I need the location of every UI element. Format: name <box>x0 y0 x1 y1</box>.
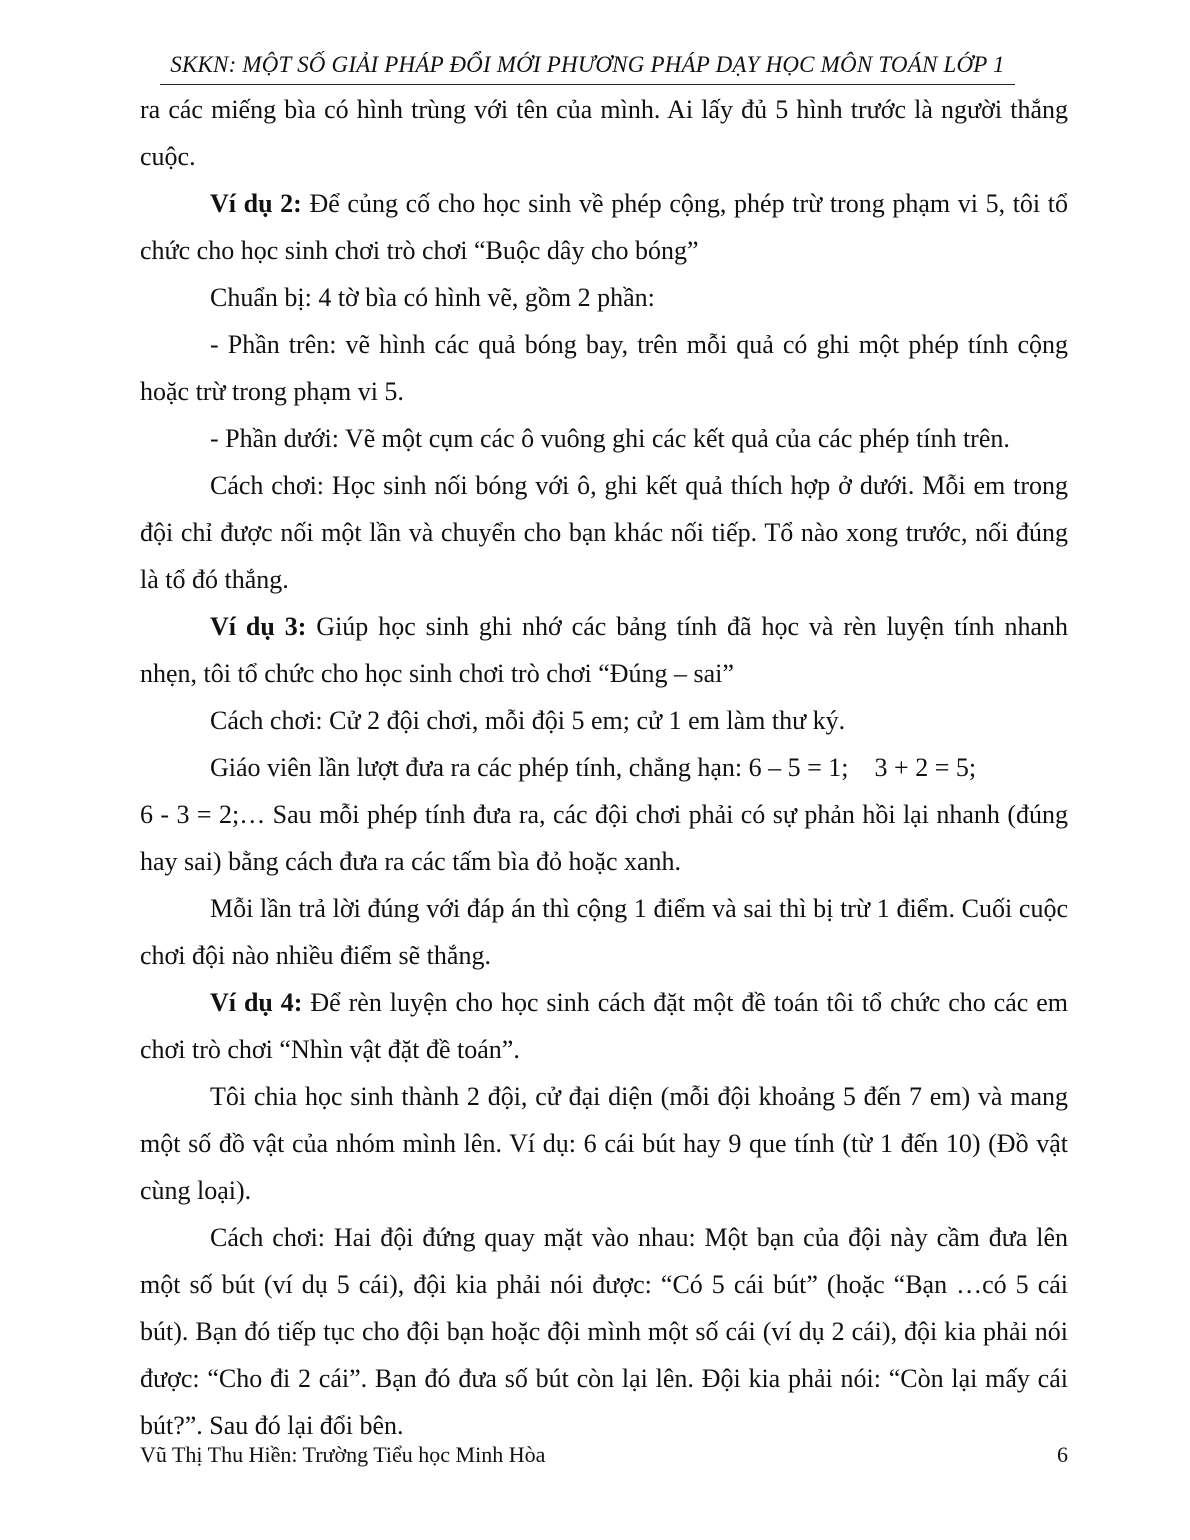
example-3-label: Ví dụ 3: <box>210 612 307 641</box>
paragraph-top-part: - Phần trên: vẽ hình các quả bóng bay, trên mỗi quả có ghi một phép tính cộng hoặc trừ trong phạm vi 5. <box>140 330 1068 406</box>
paragraph-teams: Tôi chia học sinh thành 2 đội, cử đại diện (mỗi đội khoảng 5 đến 7 em) và mang một số đồ vật của nhóm mình lên. Ví dụ: 6 cái bút hay 9 que tính (từ 1 đến 10) (Đồ vật cùng loại). <box>140 1082 1068 1205</box>
paragraph-how-to-play-3: Cách chơi: Hai đội đứng quay mặt vào nhau: Một bạn của đội này cầm đưa lên một số bút (ví dụ 5 cái), đội kia phải nói được: “Có 5 cái bút” (hoặc “Bạn …có 5 cái bút). Bạn đó tiếp tục cho đội bạn hoặc đội mình một số cái (ví dụ 2 cái), đội kia phải nói được: “Cho đi 2 cái”. Bạn đó đưa số bút còn lại lên. Đội kia phải nói: “Còn lại mấy cái bút?”. Sau đó lại đổi bên. <box>140 1223 1068 1440</box>
example-4-text: Để rèn luyện cho học sinh cách đặt một đề toán tôi tổ chức cho các em chơi trò chơi “Nhìn vật đặt đề toán”. <box>140 988 1068 1064</box>
teacher-examples-line2: 6 - 3 = 2;… Sau mỗi phép tính đưa ra, các đội chơi phải có sự phản hồi lại nhanh (đúng hay sai) bằng cách đưa ra các tấm bìa đỏ hoặc xanh. <box>140 800 1068 876</box>
example-3-text: Giúp học sinh ghi nhớ các bảng tính đã học và rèn luyện tính nhanh nhẹn, tôi tổ chức cho học sinh chơi trò chơi “Đúng – sai” <box>140 612 1069 688</box>
paragraph-teacher-examples <box>140 744 1068 885</box>
paragraph-how-to-play-2: Cách chơi: Cử 2 đội chơi, mỗi đội 5 em; cử 1 em làm thư ký. <box>210 706 846 735</box>
paragraph-preparation: Chuẩn bị: 4 tờ bìa có hình vẽ, gồm 2 phần: <box>210 283 655 312</box>
paragraph-how-to-play-1: Cách chơi: Học sinh nối bóng với ô, ghi kết quả thích hợp ở dưới. Mỗi em trong đội chỉ được nối một lần và chuyển cho bạn khác nối tiếp. Tổ nào xong trước, nối đúng là tổ đó thắng. <box>140 471 1068 594</box>
paragraph-example-2 <box>140 180 1068 274</box>
paragraph-example-4 <box>140 979 1068 1073</box>
page-header <box>160 50 1015 85</box>
example-2-text: Để củng cố cho học sinh về phép cộng, phép trừ trong phạm vi 5, tôi tổ chức cho học sinh chơi trò chơi “Buộc dây cho bóng” <box>140 189 1069 265</box>
paragraph-continuation: ra các miếng bìa có hình trùng với tên của mình. Ai lấy đủ 5 hình trước là người thắng cuộc. <box>140 95 1068 171</box>
paragraph-bottom-part: - Phần dưới: Vẽ một cụm các ô vuông ghi các kết quả của các phép tính trên. <box>210 424 1010 453</box>
page-number: 6 <box>1057 1442 1068 1467</box>
teacher-examples-line1b: 3 + 2 = 5; <box>874 753 977 782</box>
paragraph-example-3 <box>140 603 1068 697</box>
paragraph-scoring: Mỗi lần trả lời đúng với đáp án thì cộng 1 điểm và sai thì bị trừ 1 điểm. Cuối cuộc chơi đội nào nhiều điểm sẽ thắng. <box>140 894 1068 970</box>
header-title: SKKN: MỘT SỐ GIẢI PHÁP ĐỔI MỚI PHƯƠNG PHÁP DẠY HỌC MÔN TOÁN LỚP 1 <box>170 52 1005 77</box>
example-2-label: Ví dụ 2: <box>210 189 302 218</box>
footer-author: Vũ Thị Thu Hiền: Trường Tiểu học Minh Hòa <box>140 1442 546 1467</box>
example-4-label: Ví dụ 4: <box>210 988 303 1017</box>
teacher-examples-line1: Giáo viên lần lượt đưa ra các phép tính, chẳng hạn: 6 – 5 = 1; <box>210 753 849 782</box>
document-body <box>140 86 1068 1449</box>
